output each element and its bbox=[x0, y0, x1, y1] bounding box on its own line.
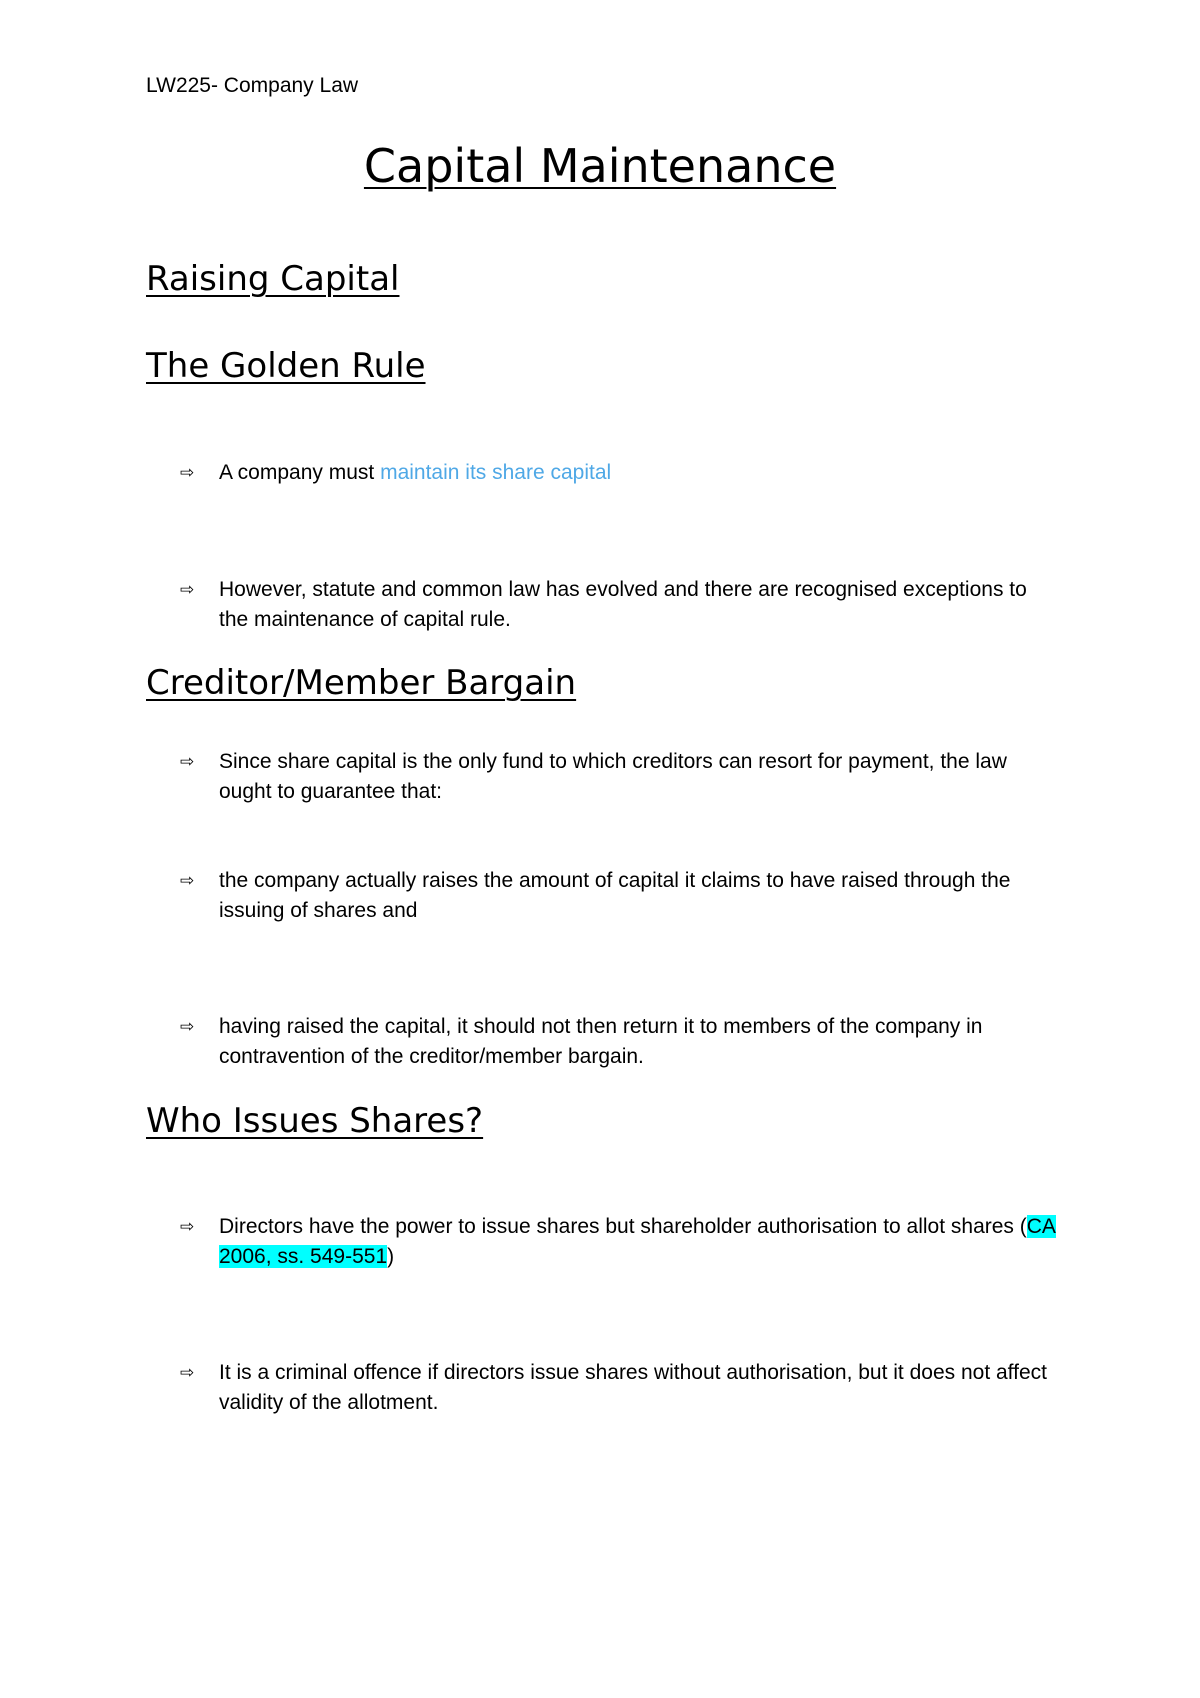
arrow-bullet-icon: ⇨ bbox=[180, 752, 195, 772]
heading-golden-rule: The Golden Rule bbox=[146, 346, 426, 386]
bullet-text-prefix: Directors have the power to issue shares but shareholder authorisation to allot shares ( bbox=[219, 1215, 1027, 1238]
bullet-text: the company actually raises the amount of capital it claims to have raised through the issuing of shares and bbox=[219, 869, 1011, 922]
arrow-bullet-icon: ⇨ bbox=[180, 1363, 195, 1383]
list-item bbox=[180, 1012, 1060, 1072]
arrow-bullet-icon: ⇨ bbox=[180, 1017, 195, 1037]
citation-highlight: CA 2006, ss. 549-551 bbox=[219, 1215, 1056, 1268]
arrow-bullet-icon: ⇨ bbox=[180, 1217, 195, 1237]
highlighted-phrase: maintain its share capital bbox=[380, 461, 612, 484]
bullet-text: having raised the capital, it should not then return it to members of the company in contravention of the creditor/member bargain. bbox=[219, 1015, 983, 1068]
bullet-text bbox=[219, 1212, 1060, 1272]
list-item bbox=[180, 1212, 1060, 1272]
arrow-bullet-icon: ⇨ bbox=[180, 580, 195, 600]
heading-raising-capital: Raising Capital bbox=[146, 259, 400, 299]
heading-who-issues-shares: Who Issues Shares? bbox=[146, 1101, 484, 1141]
document-header: LW225- Company Law bbox=[146, 74, 359, 97]
list-item bbox=[180, 1358, 1060, 1418]
bullet-text: Since share capital is the only fund to which creditors can resort for payment, the law ought to guarantee that: bbox=[219, 750, 1007, 803]
list-item bbox=[180, 575, 1060, 635]
page-title-text: Capital Maintenance bbox=[363, 139, 837, 193]
bullet-text-suffix: ) bbox=[387, 1245, 395, 1268]
bullet-text: However, statute and common law has evolved and there are recognised exceptions to the maintenance of capital rule. bbox=[219, 578, 1027, 631]
list-item bbox=[180, 866, 1060, 926]
bullet-text-prefix: A company must bbox=[219, 461, 381, 484]
page-title bbox=[0, 139, 1200, 193]
arrow-bullet-icon: ⇨ bbox=[180, 871, 195, 891]
arrow-bullet-icon: ⇨ bbox=[180, 463, 195, 483]
bullet-text: It is a criminal offence if directors issue shares without authorisation, but it does not affect validity of the allotment. bbox=[219, 1361, 1047, 1414]
bullet-text bbox=[219, 458, 1060, 488]
list-item bbox=[180, 458, 1060, 488]
heading-creditor-member-bargain: Creditor/Member Bargain bbox=[146, 663, 577, 703]
list-item bbox=[180, 747, 1060, 807]
